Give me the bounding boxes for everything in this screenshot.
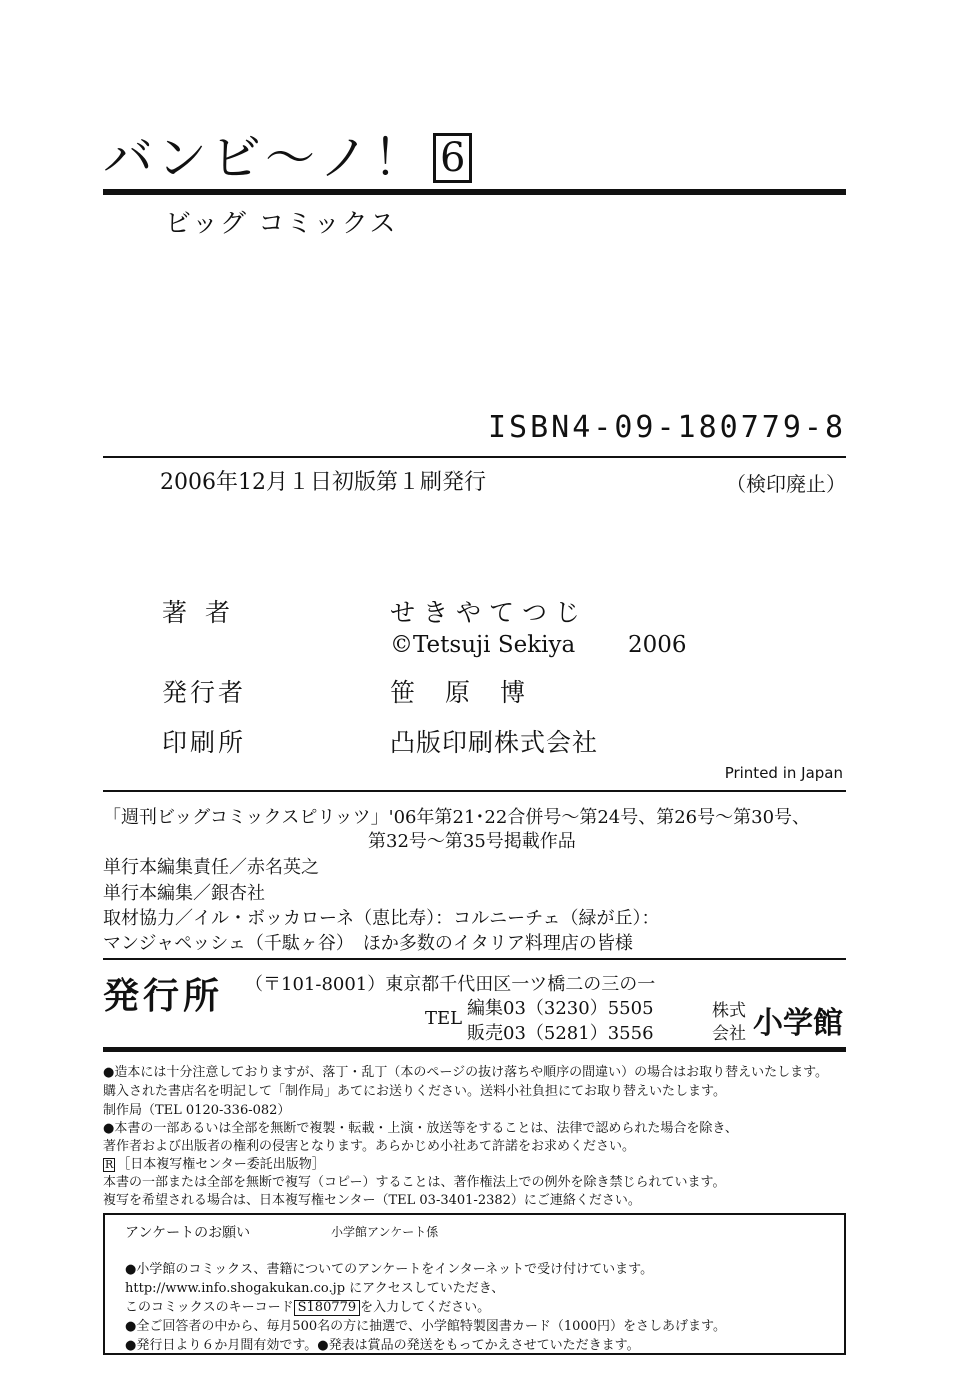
printer-name: 凸版印刷株式会社: [390, 728, 599, 757]
publisher-rule: [103, 1047, 846, 1052]
colophon-rule: [103, 790, 846, 792]
survey-keycode: S180779: [294, 1300, 361, 1316]
serialization-credit: 「週刊ビッグコミックスピリッツ」'06年第21･22合併号〜第24号、第26号〜第30号、: [103, 807, 811, 828]
tel-editorial: 編集03（3230）5505: [467, 998, 654, 1019]
publishing-office-label: 発行所: [103, 975, 224, 1017]
note-jrrc: [103, 1153, 325, 1172]
survey-keycode-line: [125, 1296, 490, 1316]
seal-abolished-note: （検印廃止）: [726, 472, 846, 496]
publisher-address: （〒101-8001）東京都千代田区一ツ橋二の三の一: [245, 974, 656, 995]
copyright-year: 2006: [628, 632, 687, 658]
printed-in-japan: Printed in Japan: [724, 764, 843, 782]
isbn: ISBN4-09-180779-8: [487, 410, 846, 445]
tel-label: TEL: [425, 1008, 463, 1029]
survey-validity-line: ●発行日より６か月間有効です。●発表は賞品の発送をもってかえさせていただきます。: [125, 1338, 640, 1353]
author-label: 著者: [162, 598, 249, 627]
note-photocopy-2: 複写を希望される場合は、日本複写権センター（TEL 03-3401-2382）にご連絡ください。: [103, 1193, 641, 1208]
tel-sales: 販売03（5281）3556: [467, 1023, 654, 1044]
note-production-tel: 制作局（TEL 0120-336-082）: [103, 1103, 291, 1118]
note-defective-copy: ●造本には十分注意しておりますが、落丁・乱丁（本のページの抜け落ちや順序の間違い）の場合はお取り替えいたします。: [103, 1065, 829, 1080]
book-title-text: バンビ〜ノ！: [103, 129, 427, 187]
copyright-notice: ©Tetsuji Sekiya: [390, 632, 576, 658]
isbn-rule: [103, 456, 846, 458]
company-name: 小学館: [753, 1006, 843, 1041]
survey-url-line: http://www.info.shogakukan.co.jp にアクセスしていただき、: [125, 1281, 505, 1296]
author-name: せきやてつじ: [390, 598, 589, 627]
credits-rule: [103, 958, 846, 960]
survey-keycode-prefix: このコミックスのキーコード: [125, 1300, 294, 1315]
kabushiki-label-1: 株式: [712, 1001, 746, 1021]
publisher-person-label: 発行者: [162, 678, 247, 707]
survey-line-1: ●小学館のコミックス、書籍についてのアンケートをインターネットで受け付けています。: [125, 1262, 654, 1277]
volume-number: 6: [433, 133, 472, 183]
research-cooperation: 取材協力／イル・ボッカローネ（恵比寿）：コルニーチェ（緑が丘）：: [103, 908, 660, 929]
publisher-person-name: 笹原博: [390, 678, 556, 707]
survey-box: [103, 1213, 846, 1355]
note-photocopy-1: 本書の一部または全部を無断で複写（コピー）することは、著作権法上での例外を除き禁じられています。: [103, 1175, 726, 1190]
r-mark-icon: R: [105, 1158, 114, 1171]
editor-in-charge: 単行本編集責任／赤名英之: [103, 857, 319, 878]
series-label: ビッグ コミックス: [165, 209, 398, 239]
printer-label: 印刷所: [162, 728, 247, 757]
book-title: [103, 128, 472, 188]
note-jrrc-text: ［日本複写権センター委託出版物］: [117, 1157, 325, 1172]
research-cooperation-cont: マンジャペッシェ（千駄ヶ谷） ほか多数のイタリア料理店の皆様: [103, 933, 633, 954]
survey-keycode-suffix: を入力してください。: [360, 1300, 491, 1315]
survey-prize-line: ●全ご回答者の中から、毎月500名の方に抽選で、小学館特製図書カード（1000円）をさしあげます。: [125, 1319, 726, 1334]
title-rule: [103, 189, 846, 195]
note-copyright-1: ●本書の一部あるいは全部を無断で複製・転載・上演・放送等をすることは、法律で認められた場合を除き、: [103, 1121, 738, 1136]
survey-title: アンケートのお願い: [125, 1225, 251, 1241]
survey-department: 小学館アンケート係: [331, 1225, 439, 1239]
note-copyright-2: 著作者および出版者の権利の侵害となります。あらかじめ小社あて許諾をお求めください。: [103, 1139, 635, 1154]
publication-date: 2006年12月１日初版第１刷発行: [160, 470, 486, 495]
editing-company: 単行本編集／銀杏社: [103, 883, 265, 904]
kabushiki-label-2: 会社: [712, 1024, 746, 1044]
serialization-credit-cont: 第32号〜第35号掲載作品: [368, 831, 576, 852]
note-return-instructions: 購入された書店名を明記して「制作局」あてにお送りください。送料小社負担にてお取り替えいたします。: [103, 1084, 726, 1099]
